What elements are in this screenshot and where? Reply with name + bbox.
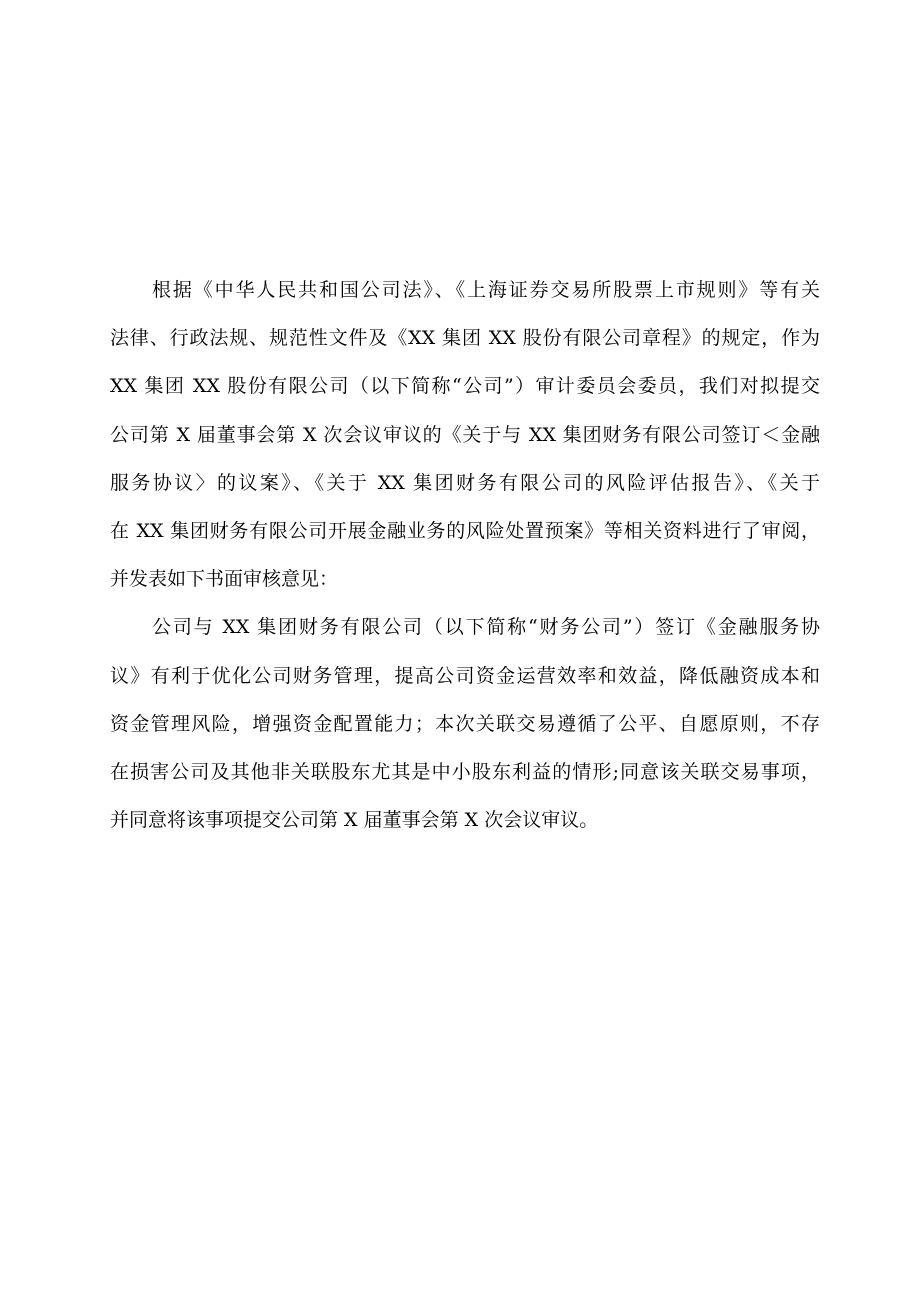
text-line: 公司与 XX 集团财务有限公司（以下简称“财务公司”）签订《金融服务协 xyxy=(152,616,820,639)
document-body xyxy=(110,266,820,844)
paragraph-review-opinion xyxy=(110,603,820,844)
text-line: XX 集团 XX 股份有限公司（以下简称“公司”）审计委员会委员，我们对拟提交 xyxy=(110,375,820,398)
text-line: 并发表如下书面审核意见： xyxy=(110,568,339,591)
text-line: 在损害公司及其他非关联股东尤其是中小股东利益的情形;同意该关联交易事项， xyxy=(110,760,820,783)
text-line: 并同意将该事项提交公司第 X 届董事会第 X 次会议审议。 xyxy=(110,809,599,832)
text-line: 根据《中华人民共和国公司法》、《上海证券交易所股票上市规则》等有关 xyxy=(152,279,820,301)
text-line: 公司第 X 届董事会第 X 次会议审议的《关于与 XX 集团财务有限公司签订＜金融 xyxy=(110,423,820,446)
text-line: 服务协议〉的议案》、《关于 XX 集团财务有限公司的风险评估报告》、《关于 xyxy=(110,471,820,494)
text-line: 资金管理风险，增强资金配置能力；本次关联交易遵循了公平、自愿原则，不存 xyxy=(110,712,820,735)
text-line: 议》有利于优化公司财务管理，提高公司资金运营效率和效益，降低融资成本和 xyxy=(110,664,820,687)
text-line: 在 XX 集团财务有限公司开展金融业务的风险处置预案》等相关资料进行了审阅， xyxy=(110,519,820,542)
text-line: 法律、行政法规、规范性文件及《XX 集团 XX 股份有限公司章程》的规定，作为 xyxy=(110,327,820,350)
paragraph-review-basis xyxy=(110,266,820,603)
